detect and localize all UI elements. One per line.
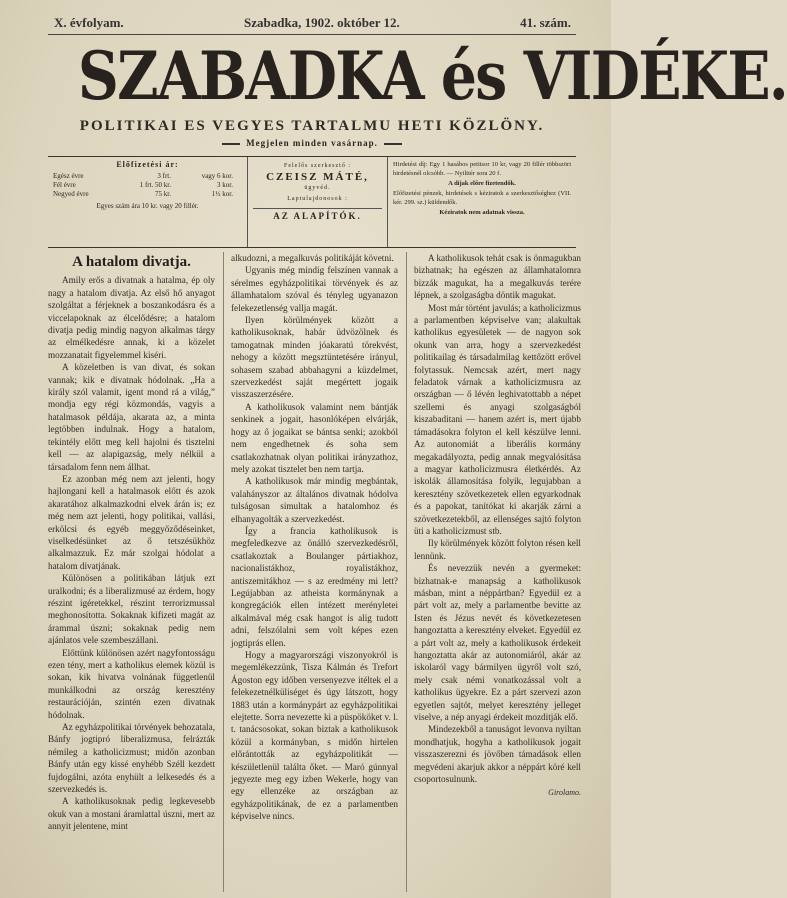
- owner-label: Laptulajdonosok :: [287, 196, 348, 202]
- subscription-box: [48, 157, 248, 247]
- paragraph: Amily erős a divatnak a hatalma, ép oly nagy a hatalom divatja. Az első hő anyagot szolgáltat a férjeknek a boszankodásra és a viccelapoknak az élcelődésre; a hatalom divatja pedig mindig nagyon alkalmas tárgy az elmélkedésre annak, ki a közelet mozzanatait figyelemmel kiséri.: [48, 275, 215, 360]
- subscription-row: [53, 190, 242, 199]
- period: Negyed évre: [53, 190, 89, 198]
- paragraph: A katholikusok valamint nem bántják senkinek a jogait, hasonlóképen elvárják, hogy az ő jogaikat se bántsa senki; azokból nem engedhetnek és soha sem csatlakozhatnak olyan politikai irányzathoz, mely azokat tisztelet ben nem tartja.: [231, 401, 398, 474]
- founders: AZ ALAPÍTÓK.: [253, 208, 382, 221]
- paragraph: Az egyházpolitikai törvények behozatala, Bánfy jogtipró liberalizmusa, felrázták némileg a katholicizmust; midőn azonban Bánfy után egy kissé enyhébb Széll kezdett fujdogálni, azóta enyhült a lelkesedés és a szervezkedés is.: [48, 722, 215, 795]
- subscription-title: Előfizetési ár:: [116, 160, 179, 169]
- ornament-right: [384, 143, 402, 145]
- column-1: [48, 252, 215, 892]
- paragraph: És nevezzük nevén a gyermeket: bizhatnak-e manapság a katholikusok másban, mint a néppártban? Egyedül ez a párt volt az, mely a parlamentbe bevitte az Isten és Jézus nevét és következetesen hangoztatta a keresztény elveket. Egyedül ez a párt volt az, mely a katholikusok érdekeit hangoztatta akár az autonomiáról, akár az iskolaról vagy bármilyen ügyről volt szó, mely csak némi vonatkozással volt a katholikus ügyekre. Ez a párt szervezi azon egyetlen sajtót, melyet keresztény jelleget viselve, a nép anyagi érdekeit mozditják elő.: [414, 563, 581, 723]
- price: 1 frt. 50 kr.: [139, 181, 171, 189]
- paragraph: Mindezekből a tanuságot levonva nyiltan mondhatjuk, hogyha a katholikusok jogait visszaszerezni és jövőben támadások ellen megvédeni akarjuk akkor a néppárt köré kell csoportosulnunk.: [414, 724, 581, 785]
- single-issue-price: Egyes szám ára 10 kr. vagy 20 fillér.: [96, 202, 199, 210]
- subscription-row: [53, 172, 242, 181]
- ad-address: Előfizetési pénzek, hirdetések s kéziratok a szerkesztőséghez (VII. kér. 299. sz.) küldendők.: [393, 190, 571, 206]
- article-columns: [48, 252, 581, 892]
- advertising-box: [388, 157, 576, 247]
- price-alt: vagy 6 kor.: [201, 172, 233, 180]
- paragraph: Ilyen körülmények között a katholikusoknak, habár üdvözölnek és tamogatnak minden jóakaratú törekvést, nehogy a között megsztüntetésére irányul, sohasem szabad abbahagyni a küzdelmet, szervezkedést saját megértett jogaik visszaszerzésére.: [231, 315, 398, 400]
- column-3: [406, 252, 581, 892]
- masthead-title: SZABADKA és VIDÉKE.: [77, 37, 787, 115]
- paragraph: Különösen a politikában látjuk ezt uralkodni; és a liberalizmusé az érdem, hogy részint igéretekkel, részint terrorizmussal meghonosította. Sokaknak kifizeti magát az árammal úszni; sokaknak pedig nem ajánlatos vele szembeszállani.: [48, 573, 215, 646]
- top-rule: [48, 34, 576, 35]
- volume-label: X. évfolyam.: [54, 15, 124, 30]
- price-alt: 1½ kor.: [211, 190, 233, 198]
- paragraph: Így a francia katholikusok is megfeledkezve az önálló szervezkedésről, csatlakoztak a Boulanger pártiakhoz, nacionalistákhoz, royalistákhoz, antiszemitákhoz — s az eredmény mi lett? Legújabban az atheista kormánynak a kongregációk ellen intézett merényletei alkalmával még csak hangot is alig tudott adni, felszólalni sem volt képes ezen jogtiprás ellen.: [231, 525, 398, 648]
- ad-manuscripts: Kéziratok nem adatnak vissza.: [439, 209, 525, 216]
- paragraph: Ez azonban még nem azt jelenti, hogy hajlongani kell a hatalmasok előtt és azok akaratához alkalmazkodni elvek árán is; ez még nem azt jelenti, hogy politikai, vallási, erkölcsi és egyéb meggyőződéseinket, viselkedésünket az ő tetszésükhöz alkalmazzuk. Ez már szolgai hódolat a hatalom divatjának.: [48, 473, 215, 571]
- price: 75 kr.: [155, 190, 171, 198]
- issue-number: 41. szám.: [520, 15, 571, 30]
- publication-frequency: [48, 138, 576, 152]
- header-line: [54, 14, 571, 32]
- price-alt: 3 kor.: [217, 181, 233, 189]
- appears-text: Megjelen minden vasárnap.: [246, 138, 378, 148]
- period: Egész évre: [53, 172, 84, 180]
- paragraph: A katholikusoknak pedig legkevesebb okuk van a mostani áramlattal úszni, mert az annyit jelentene, mint: [48, 796, 215, 832]
- editorial-box: [248, 157, 388, 247]
- editor-label: Felelős szerkesztő :: [284, 163, 351, 169]
- info-box: [48, 156, 576, 248]
- ad-prepay: A díjak előre fizetendők.: [448, 180, 516, 187]
- subscription-row: [53, 181, 242, 190]
- price: 3 frt.: [157, 172, 171, 180]
- editor-title: ügyvéd.: [304, 185, 331, 191]
- paragraph: Hogy a magyarországi viszonyokról is megemlékezzünk, Tisza Kálmán és Trefort Ágoston egy időben versenyezve itéltek el a felekezetnélküliséget és úgy látszott, hogy 1883 után a kormánypárt az egyházpolitikai elejtette. Sorra nevezette ki a püspököket v. l. t. tanácsosokat, sokan biztak a katholikusok közül a kormányban, s midőn hirtelen előrántották az egyházpolitikát — készületlenül találta őket. — Maró gúnnyal jegyezte meg egy izben Wekerle, hogy van egy ellenzéke az országban az egyházpolitikának, de ez a parlamentben képviselve nincs.: [231, 650, 398, 822]
- advertising-text: [393, 160, 571, 217]
- paragraph: A közeletben is van divat, és sokan vannak; kik e divatnak hódolnak. „Ha a király szól valamit, igent mond rá a világ,” mondja egy régi közmondás, vagyis a hatalmasok példája, akarata az, a minta legtöbben indulnak. Hogy a hatalom, tekintély előtt meg kell hajolni és tisztelni kell — az alapigazság, mely nélkül a társadalom fenn nem állhat.: [48, 362, 215, 472]
- paragraph: A katholikusok tehát csak is önmagukban bizhatnak; ha egészen az államhatalomra bizzák magukat, ha a megalkuvás terére lépnek, a szolgaságba döntik magukat.: [414, 253, 581, 301]
- masthead-subtitle: POLITIKAI ES VEGYES TARTALMU HETI KÖZLÖNY.: [79, 118, 545, 134]
- paragraph: Ugyanis még mindig felszínen vannak a sérelmes egyházpolitikai törvények és az államhatalom szóval és tényleg ugyanazon felekezetlenség vallja magát.: [231, 265, 398, 313]
- article-title: A hatalom divatja.: [72, 254, 191, 270]
- author-signature: Girolamo.: [548, 788, 581, 798]
- editor-name: CZEISZ MÁTÉ,: [266, 171, 369, 183]
- paragraph: alkudozni, a megalkuvás politikáját követni.: [231, 253, 394, 263]
- paragraph: Előttünk különösen azért nagyfontosságu ezen tény, mert a katholikus elemek közül is sokan, kik hivatva volnának függetlenül munkálkodni az ország keresztény restaurációján, szintén ezen divatnak hódolnak.: [48, 647, 215, 720]
- period: Fél évre: [53, 181, 76, 189]
- place-date: Szabadka, 1902. október 12.: [243, 15, 400, 30]
- paragraph: Most már történt javulás; a katholicizmus a parlamentben képviselve van; alakultak katholikus egyesületek — de nagyon sok okunk van arra, hogy a szervezkedést politikailag és társadalmilag kettőzött erővel folytassuk. Nemcsak azért, mert nagy feladatok várnak a katholicizmusra az országban — ő lévén leghivatottabb a népet szellemi és anyagi szolgaságból kiszabaditani — hanem azért is, mert újabb támadásokra folyton el kell készülve lenni. Az autonomiát a liberális kormány megakadályozta, pedig annak megvalósítása a magyar katholicizmusra életkérdés. Az iskolák államosítása folyik, legujabban a keresztény szövetkezetek ellen egyarkodnak és a papokat, tanítókat ki akarják zárni a szövetkezetekből, az ellenséges sajtó folyton üti a katholicizmust stb.: [414, 302, 581, 536]
- paragraph: A katholikusok már mindig megbántak, valahányszor az általános divatnak hódolva tulságosan simultak a hatalomhoz és elhanyagolták a szervezkedést.: [231, 476, 398, 524]
- ad-rates: Hirdetési díj: Egy 1 hasábos petitsor 10 kr, vagy 20 fillér többszöri hirdetésnél olcsóbb. — Nyilttér sora 20 f.: [393, 161, 571, 177]
- column-2: [223, 252, 398, 892]
- ornament-left: [222, 143, 240, 145]
- paragraph: Ily körülmények között folyton résen kell lennünk.: [414, 538, 581, 561]
